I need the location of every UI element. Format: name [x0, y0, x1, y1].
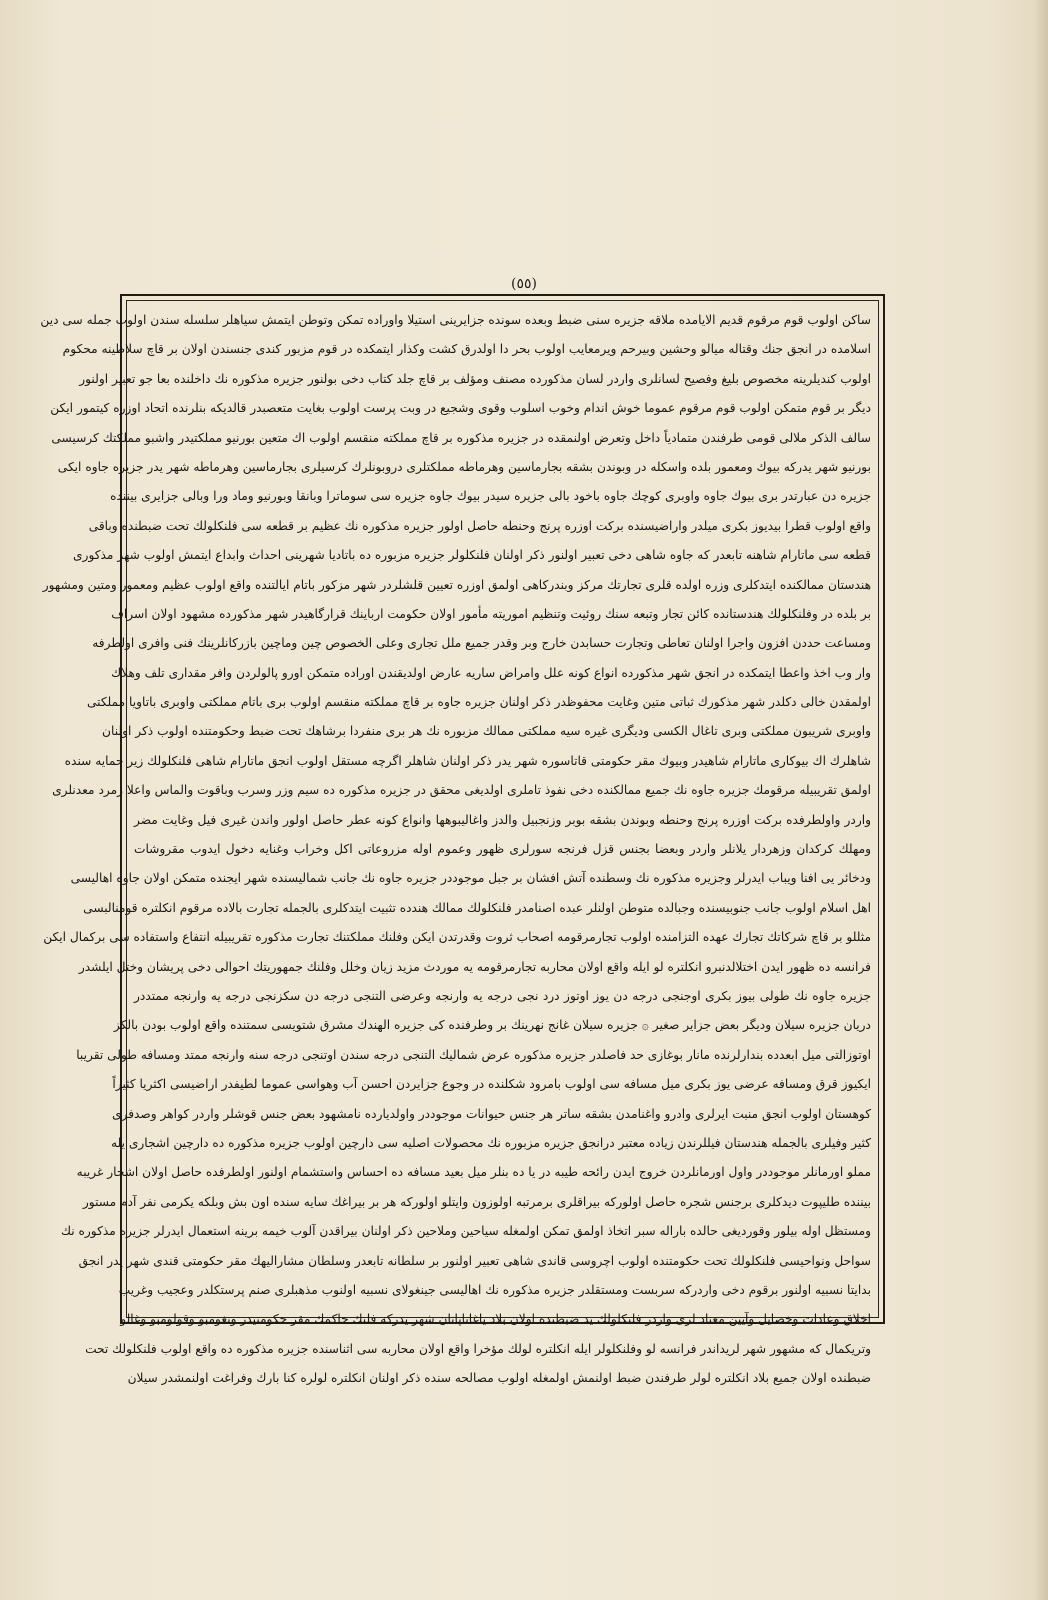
text-line: بيننده طليپوت ديدكلرى برجنس شجره حاصل اولوركه بيراقلرى برمرتبه اولوزون وايتلو اولوركه هر بر بيراغك سايه سنده اون بش وبلكه يكرمى نفر آدم مستور: [82, 1194, 871, 1209]
text-line: سالف الذكر ملالى قومى طرفندن متمادياً داخل وتعرض اولنمقده در جزيره مذكوره بر قاچ مملكته منقسم اولوب اك متعين بورنيو مملكتيدر واشبو مملكتك كرسيسى: [51, 430, 871, 445]
text-line: اولوب كنديلرينه مخصوص بليغ وفصيح لسانلرى واردر لسان مذكورده مصنف ومؤلف بر قاچ جلد كتاب دخى بولنور جزيره مذكوره نك داخلنده بعا جو تعبير اولنور: [79, 371, 871, 386]
text-line: هندستان ممالكنده ايتدكلرى وزره اولده قلرى تجارتك مركز وبندركاهى اولمق اوزره تعيين قلشلردر شهر مزكور باتام ايالتنده واقع اولوب عظيم ومعمور ومتين ومشهور: [42, 577, 871, 592]
text-line: مثللو بر قاچ شركاتك تجارك عهده التزامنده اولوب تجارمرقومه اصحاب ثروت وقدرتدن ايكن وفلنك مملكتنك تجارت مذكوره تقريبيله انتفاع واستفاده سى بركمال ايكن: [43, 930, 871, 945]
text-line: وار وب اخذ واعطا ايتمكده در انجق شهر مذكورده انواع كونه علل وامراض ساريه عارض اولديقندن اوراده متمكن اورو پالولردن وافر مقدارى تلف وهلاك: [111, 665, 871, 680]
text-line: قطعه سى ماتارام شاهنه تابعدر كه جاوه شاهى دخى تعبير اولنور ذكر اولنان فلنكلولر جزيره مزبوره ده باتاديا شهرينى احداث وابداع ايتمش اولوب شهر مذكورى: [73, 548, 871, 563]
page-number: (٥٥): [511, 276, 537, 292]
text-line: اهل اسلام اولوب جانب جنوبيسنده وجبالده متوطن اولنلر عبده اصنامدر فلنكلولك ممالك هندده تثبيت ايتدكلرى بالجمله تجارت بالاده مرقوم انكلتره قومنالبسى: [83, 900, 871, 915]
text-line: ومهلك كركدان وزهردار يلانلر واردر وبعضا بجنس قزل فرنجه سورلرى ظهور وعموم اوله مزروعاتى اكل وخراب وغنايه دخول ايدوب مقروشات: [134, 842, 871, 857]
page-edge-shadow: [1034, 0, 1048, 1600]
text-line: ايكيوز قرق ومسافه عرضى يوز بكرى ميل مسافه سى اولوب بامرود شكلنده در وجوع جزايردن احسن آب وهواسى عموما لطيفدر اراضيسى اكثريا كثيراً: [112, 1077, 871, 1092]
text-line: ومستظل اوله بيلور وقورديغى حالده باراله سبر اتخاذ اولمق تمكن اولمغله سياحين وملاحين ذكر اولنان بيراقدن آلوب خيمه برينه استعمال ايدرلر جزيره مذكوره نك: [60, 1224, 871, 1239]
text-line: كوهستان اولوب انجق منبت ايرلرى وادرو واغنامدن بشقه ساتر هر جنس حيوانات موجوددر واولديارده نامشهود بعض جنس قوشلر واردر كواهر وصدفرى: [111, 1106, 871, 1121]
text-line: وتريكمال كه مشهور شهر لريداندر فرانسه لو وفلنكلولر ايله انكلتره لولك مؤخرا واقع اولان محاربه سى اثناسنده جزيره مذكوره ده واقع اولوب فلنكلولك تحت: [85, 1341, 871, 1356]
text-line: ديگر بر قوم متمكن اولوب قوم مرقوم عموما خوش اندام وخوب اسلوب وقوى وشجيع در وبت پرست اولوب بغايت متعصبدر قالديكه بنلرنده اتحاد اوزره كيتمور ايكن: [50, 401, 871, 416]
text-line: بدايتا نسبيه اولنور برقوم دخى واردركه سربست ومستقلدر جزيره مذكوره نك اهاليسى جينغولاى نسبيه اولنوب مذهبلرى صنم پرستكلدر وعجيب وغريب: [118, 1282, 871, 1297]
text-line: جزيره دن عبارتدر برى بيوك جاوه واوبرى كوچك جاوه باخود بالى جزيره سيدر بيوك جاوه جزيره سى سوماترا وبانقا وبورنيو وماد ورا وبالى جزايرى بيننده: [110, 489, 871, 504]
text-line: كثير وفيلرى بالجمله هندستان فيللرندن زياده معتبر درانجق جزيره مزبوره نك محصولات اصليه سى دارچين اولوب جزيره مذكوره ده دارچين اشجارى يله: [111, 1135, 871, 1150]
text-line: بورنيو شهر يدركه بيوك ومعمور بلده واسكله در وبوندن بشقه بجارماسين وهرماطه مملكتلرى دروبونلرك كرسيلرى بجارماسين وهرماطه شهر يدر جزيره جاوه ايكى: [57, 459, 871, 474]
text-line: شاهلرك اك بيوكارى ماتارام شاهيدر وبيوك مقر حكومتى قاتاسوره شهر يدر ذكر اولنان شاهلر اگرچه مستقل اولوب انجق ماتارام شاهى فلنكلولك زير حمايه سنده: [64, 753, 871, 768]
text-line: بر بلده در وفلنكلولك هندستانده كائن تجار وتبعه سنك روئيت وتنظيم اموريته مأمور اولان حكومت ارباينك قرارگاهيدر شهر مذكورده مشهود اولان اسراف: [111, 606, 871, 621]
text-line: ساكن اولوب قوم مرقوم قديم الايامده ملاقه جزيره سنى ضبط وبعده سونده جزايرينى استيلا واوراده تمكن وتوطن ايتمش سياهلر سلسله سندن اولوب جمله سى دين: [40, 313, 871, 327]
text-line: اسلامده در انجق جنك وقتاله ميالو وحشين وبيرحم ويرمعايب اولوب بحر دا اولدرق كشت وكذار ايتمكده در قوم مزبور كندى جنسندن اولان بر قاچ سلاطينه محكوم: [62, 342, 871, 357]
text-line: اولمق تقريبيله مرقومك جزيره جاوه نك جميع ممالكنده دخى نفوذ تاملرى اولديغى محقق در جزيره مذكوره ده سيم وزر وسرب وباقوت والماس واعلا زمرد معدنلرى: [52, 783, 871, 798]
text-line: واوبرى شريبون مملكتى وبرى تاغال الكسى وديگرى غيره سيه مملكتى ممالك مزبوره نك هر برى منفردا برشاهك تحت ضبط وحكومتنده اولوب ذكر اولنان: [102, 724, 871, 739]
text-line: ضبطنده اولان جميع بلاد انكلتره لولر طرفندن ضبط اولنمش اولمغله اولوب مصالحه سنده ذكر اولنان انكلتره لولره كنا بارك وفراغت اولنمشدر سيلان: [127, 1371, 871, 1386]
text-line: واقع اولوب قطرا بيديوز بكرى ميلدر واراضيسنده بركت اوزره پرنج وحنطه حاصل اولور جزيره مذكوره نك عظيم بر قطعه سى فلنكلولك تحت ضبطنده وباقى: [88, 518, 871, 533]
text-line: دريان جزيره سيلان ودیگر بعض جزاير صغير ۞ جزيره سيلان غانج نهرينك بر وطرفنده كى جزيره الهندك مشرق شتويسى سمتنده واقع اولوب بودن بالكز: [113, 1018, 871, 1033]
text-line: اوتوزالتى ميل ابعدده بندارلرنده مانار بوغازى حد فاصلدر جزيره مذكوره عرض شماليك التنجى درجه سندن اوتنجى درجه سنه وارنجه ممتد ومسافه طولى تقريبا: [76, 1047, 871, 1062]
text-line: سواحل ونواحيسى فلنكلولك تحت حكومتنده اولوب اچروسى قاندى شاهى تعبير اولنور بر سلطانه تابعدر وسلطان مشاراليهك مقر حكومتى قندى شهر يدر انجق: [78, 1253, 871, 1268]
ottoman-text-block: [40, 306, 871, 1386]
text-line: ومساعت حددن افزون واجرا اولنان تعاطى وتجارت حسابدن خارج وبر وقدر جميع ملل تجارى وعلى الخصوص چين وماچين بازركانلرينك فنى وافرى اولطرفه: [92, 636, 871, 651]
text-line: مملو اورمانلر موجوددر واول اورمانلردن خروج ايدن رائحه طيبه در يا ده بنلر ميل بعيد مسافه ده احساس واستشمام اولنور اولطرفده حاصل اولان اشجار غريبه: [76, 1165, 871, 1180]
text-line: فرانسه ده ظهور ايدن اختلالدنبرو انكلتره لو ايله واقع اولان محاربه تجارمرقومه يه موردث مزيد زيان وخلل وفلنك جمهوريتك احوالى دخى پريشان وختل ايلشدر: [78, 959, 871, 974]
text-line: ودخائر يى افنا ويباب ايدرلر وجزيره مذكوره نك وسطنده آتش افشان بر جبل موجوددر جزيره جاوه نك جانب شماليسنده شهر ايجنده متمكن اولان جاوه اهاليسى: [70, 871, 871, 886]
text-line: اولمقدن خالى دكلدر شهر مذكورك ثباتى متين وغايت محفوظدر ذكر اولنان جزيره جاوه بر قاچ مملكته منقسم اولوب برى باتام مملكتى واوبرى باتاويا مملكتى: [86, 695, 871, 710]
text-line: جزيره جاوه نك طولى بيوز بكرى اوجنجى درجه دن يوز اوتوز درد نجى درجه يه وارنجه وعرضى التنجى درجه دن سكزنجى درجه يه وارنجه ممتددر: [134, 988, 871, 1003]
text-line: واردر واولطرفده بركت اوزره پرنج وحنطه وبوندن بشقه بوبر وزنجبيل والدز واغاليبوهها وانواع كونه عطر حاصل اولور واندن غيرى فيل وغايت مضر: [134, 812, 871, 827]
text-line: اخلاق وعادات وخصايل وآيين معتاد لرى واردر فلنكلولك يد ضبطنده اولان بلاد ياغاناپاتان شهر يدركه فلنك حاكمك مقر حكومتيدر ونغومبو وقولومبو وغالو: [120, 1312, 871, 1327]
